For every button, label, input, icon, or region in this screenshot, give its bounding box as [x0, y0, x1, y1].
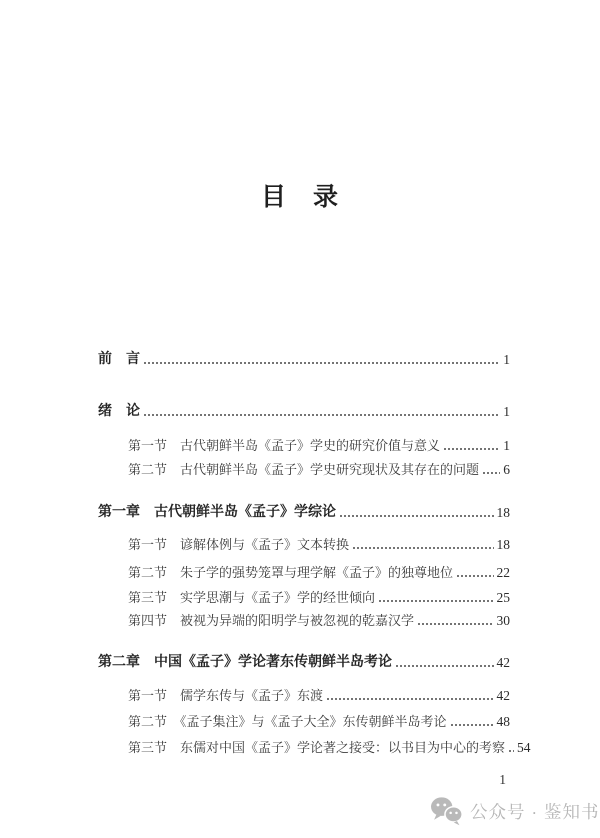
toc-leader-dots — [326, 697, 493, 701]
toc-leader-dots — [378, 599, 493, 603]
toc-entry-page: 42 — [496, 688, 510, 703]
toc-entry — [98, 403, 510, 421]
toc-entry — [98, 504, 510, 522]
toc-leader-dots — [456, 574, 493, 578]
toc-entry — [98, 589, 510, 607]
toc-entry — [98, 654, 510, 672]
toc-entry — [98, 437, 510, 455]
toc-entry-page: 22 — [496, 565, 510, 580]
toc-entry-page: 25 — [496, 590, 510, 605]
toc-entry-label: 绪 论 — [98, 404, 140, 419]
toc-leader-dots — [443, 447, 500, 451]
toc-entry-label: 前 言 — [98, 352, 140, 367]
toc-entry-label: 第四节 被视为异端的阳明学与被忽视的乾嘉汉学 — [128, 613, 415, 628]
toc-entry-label: 第二节 朱子学的强势笼罩与理学解《孟子》的独尊地位 — [128, 565, 454, 580]
toc-entry-page: 1 — [503, 404, 510, 419]
toc-leader-dots — [508, 749, 514, 753]
toc-entry-page: 1 — [503, 352, 510, 367]
toc-entry-page: 18 — [496, 537, 510, 552]
table-of-contents — [98, 0, 531, 838]
toc-leader-dots — [143, 413, 500, 417]
toc-leader-dots — [482, 471, 500, 475]
toc-entry-page: 6 — [503, 462, 510, 477]
toc-leader-dots — [339, 514, 494, 518]
toc-entry — [98, 739, 531, 757]
toc-leader-dots — [352, 546, 493, 550]
toc-entry — [98, 564, 510, 582]
toc-entry-page: 42 — [496, 655, 510, 670]
toc-entry-page: 54 — [517, 740, 531, 755]
toc-entry — [98, 687, 510, 705]
toc-entry-label: 第一节 古代朝鲜半岛《孟子》学史的研究价值与意义 — [128, 438, 441, 453]
page-title: 目 录 — [260, 184, 339, 211]
toc-entry-label: 第三节 实学思潮与《孟子》学的经世倾向 — [128, 590, 376, 605]
watermark-text: 公众号 · 鉴知书 — [470, 801, 600, 822]
toc-leader-dots — [395, 664, 494, 668]
toc-leader-dots — [143, 361, 500, 365]
toc-entry — [98, 713, 510, 731]
toc-entry-label: 第二章 中国《孟子》学论著东传朝鲜半岛考论 — [98, 655, 392, 670]
wechat-icon — [430, 796, 463, 826]
toc-leader-dots — [417, 622, 493, 626]
toc-entry-label: 第三节 东儒对中国《孟子》学论著之接受：以书目为中心的考察 — [128, 740, 506, 755]
toc-leader-dots — [450, 723, 494, 727]
toc-entry — [98, 351, 510, 369]
toc-entry — [98, 612, 510, 630]
toc-entry-label: 第一节 谚解体例与《孟子》文本转换 — [128, 537, 350, 552]
toc-entry-label: 第一章 古代朝鲜半岛《孟子》学综论 — [98, 505, 336, 520]
toc-entry-label: 第一节 儒学东传与《孟子》东渡 — [128, 688, 324, 703]
toc-entry — [98, 461, 510, 479]
toc-entry-label: 第二节 古代朝鲜半岛《孟子》学史研究现状及其存在的问题 — [128, 462, 480, 477]
toc-entry-page: 1 — [503, 438, 510, 453]
page-number: 1 — [499, 772, 506, 787]
toc-entry — [98, 536, 510, 554]
watermark — [430, 796, 600, 826]
toc-entry-page: 48 — [496, 714, 510, 729]
toc-entry-label: 第二节 《孟子集注》与《孟子大全》东传朝鲜半岛考论 — [128, 714, 447, 729]
toc-entry-page: 18 — [496, 505, 510, 520]
toc-entry-page: 30 — [496, 613, 510, 628]
